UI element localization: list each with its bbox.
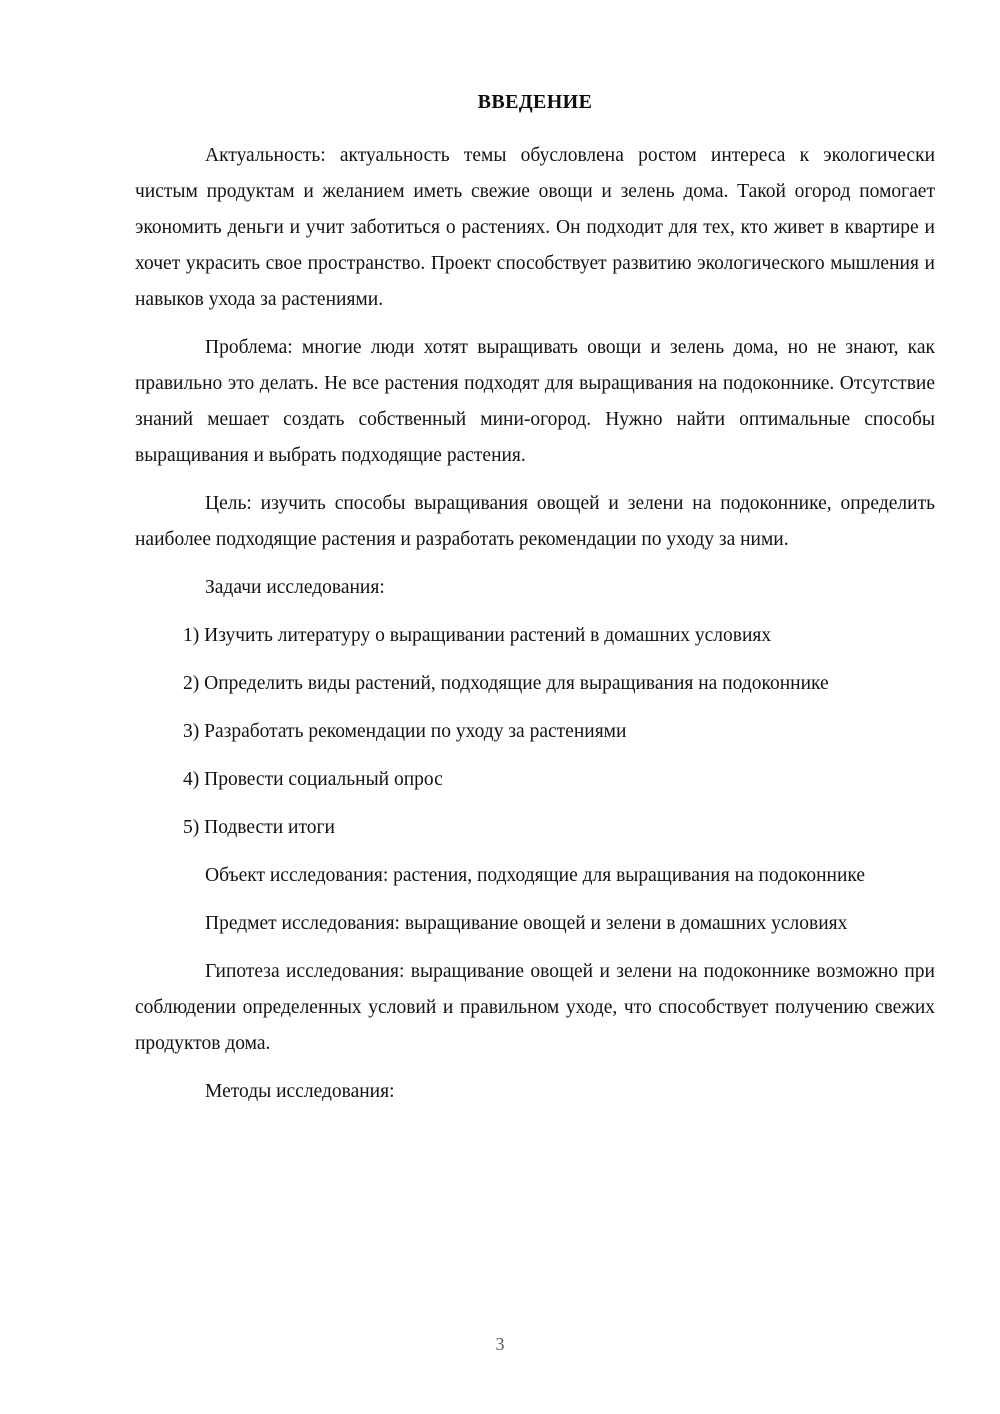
- list-item: 2) Определить виды растений, подходящие для выращивания на подоконнике: [183, 673, 829, 694]
- page-title: ВВЕДЕНИЕ: [477, 91, 593, 113]
- tasks-list: [135, 618, 935, 846]
- list-item: 1) Изучить литературу о выращивании растений в домашних условиях: [183, 625, 772, 646]
- list-item: 3) Разработать рекомендации по уходу за растениями: [183, 721, 627, 742]
- paragraph-relevance: Актуальность: актуальность темы обусловлена ростом интереса к экологически чистым продуктам и желанием иметь свежие овощи и зелень дома. Такой огород помогает экономить деньги и учит заботиться о растениях. Он подходит для тех, кто живет в квартире и хочет украсить свое пространство. Проект способствует развитию экологического мышления и навыков ухода за растениями.: [135, 145, 935, 310]
- heading-methods: Методы исследования:: [205, 1081, 395, 1102]
- page-number: 3: [495, 1334, 505, 1354]
- paragraph-problem: Проблема: многие люди хотят выращивать овощи и зелень дома, но не знают, как правильно это делать. Не все растения подходят для выращивания на подоконнике. Отсутствие знаний мешает создать собственный мини-огород. Нужно найти оптимальные способы выращивания и выбрать подходящие растения.: [135, 337, 935, 466]
- list-item: 4) Провести социальный опрос: [183, 769, 443, 790]
- paragraph-object: Объект исследования: растения, подходящие для выращивания на подоконнике: [205, 865, 866, 886]
- document-body: [135, 88, 935, 1122]
- paragraph-subject: Предмет исследования: выращивание овощей и зелени в домашних условиях: [205, 913, 848, 934]
- list-item: 5) Подвести итоги: [183, 817, 335, 838]
- heading-tasks: Задачи исследования:: [205, 577, 385, 598]
- paragraph-hypothesis: Гипотеза исследования: выращивание овощей и зелени на подоконнике возможно при соблюдении определенных условий и правильном уходе, что способствует получению свежих продуктов дома.: [135, 961, 935, 1054]
- paragraph-goal: Цель: изучить способы выращивания овощей и зелени на подоконнике, определить наиболее подходящие растения и разработать рекомендации по уходу за ними.: [135, 493, 935, 550]
